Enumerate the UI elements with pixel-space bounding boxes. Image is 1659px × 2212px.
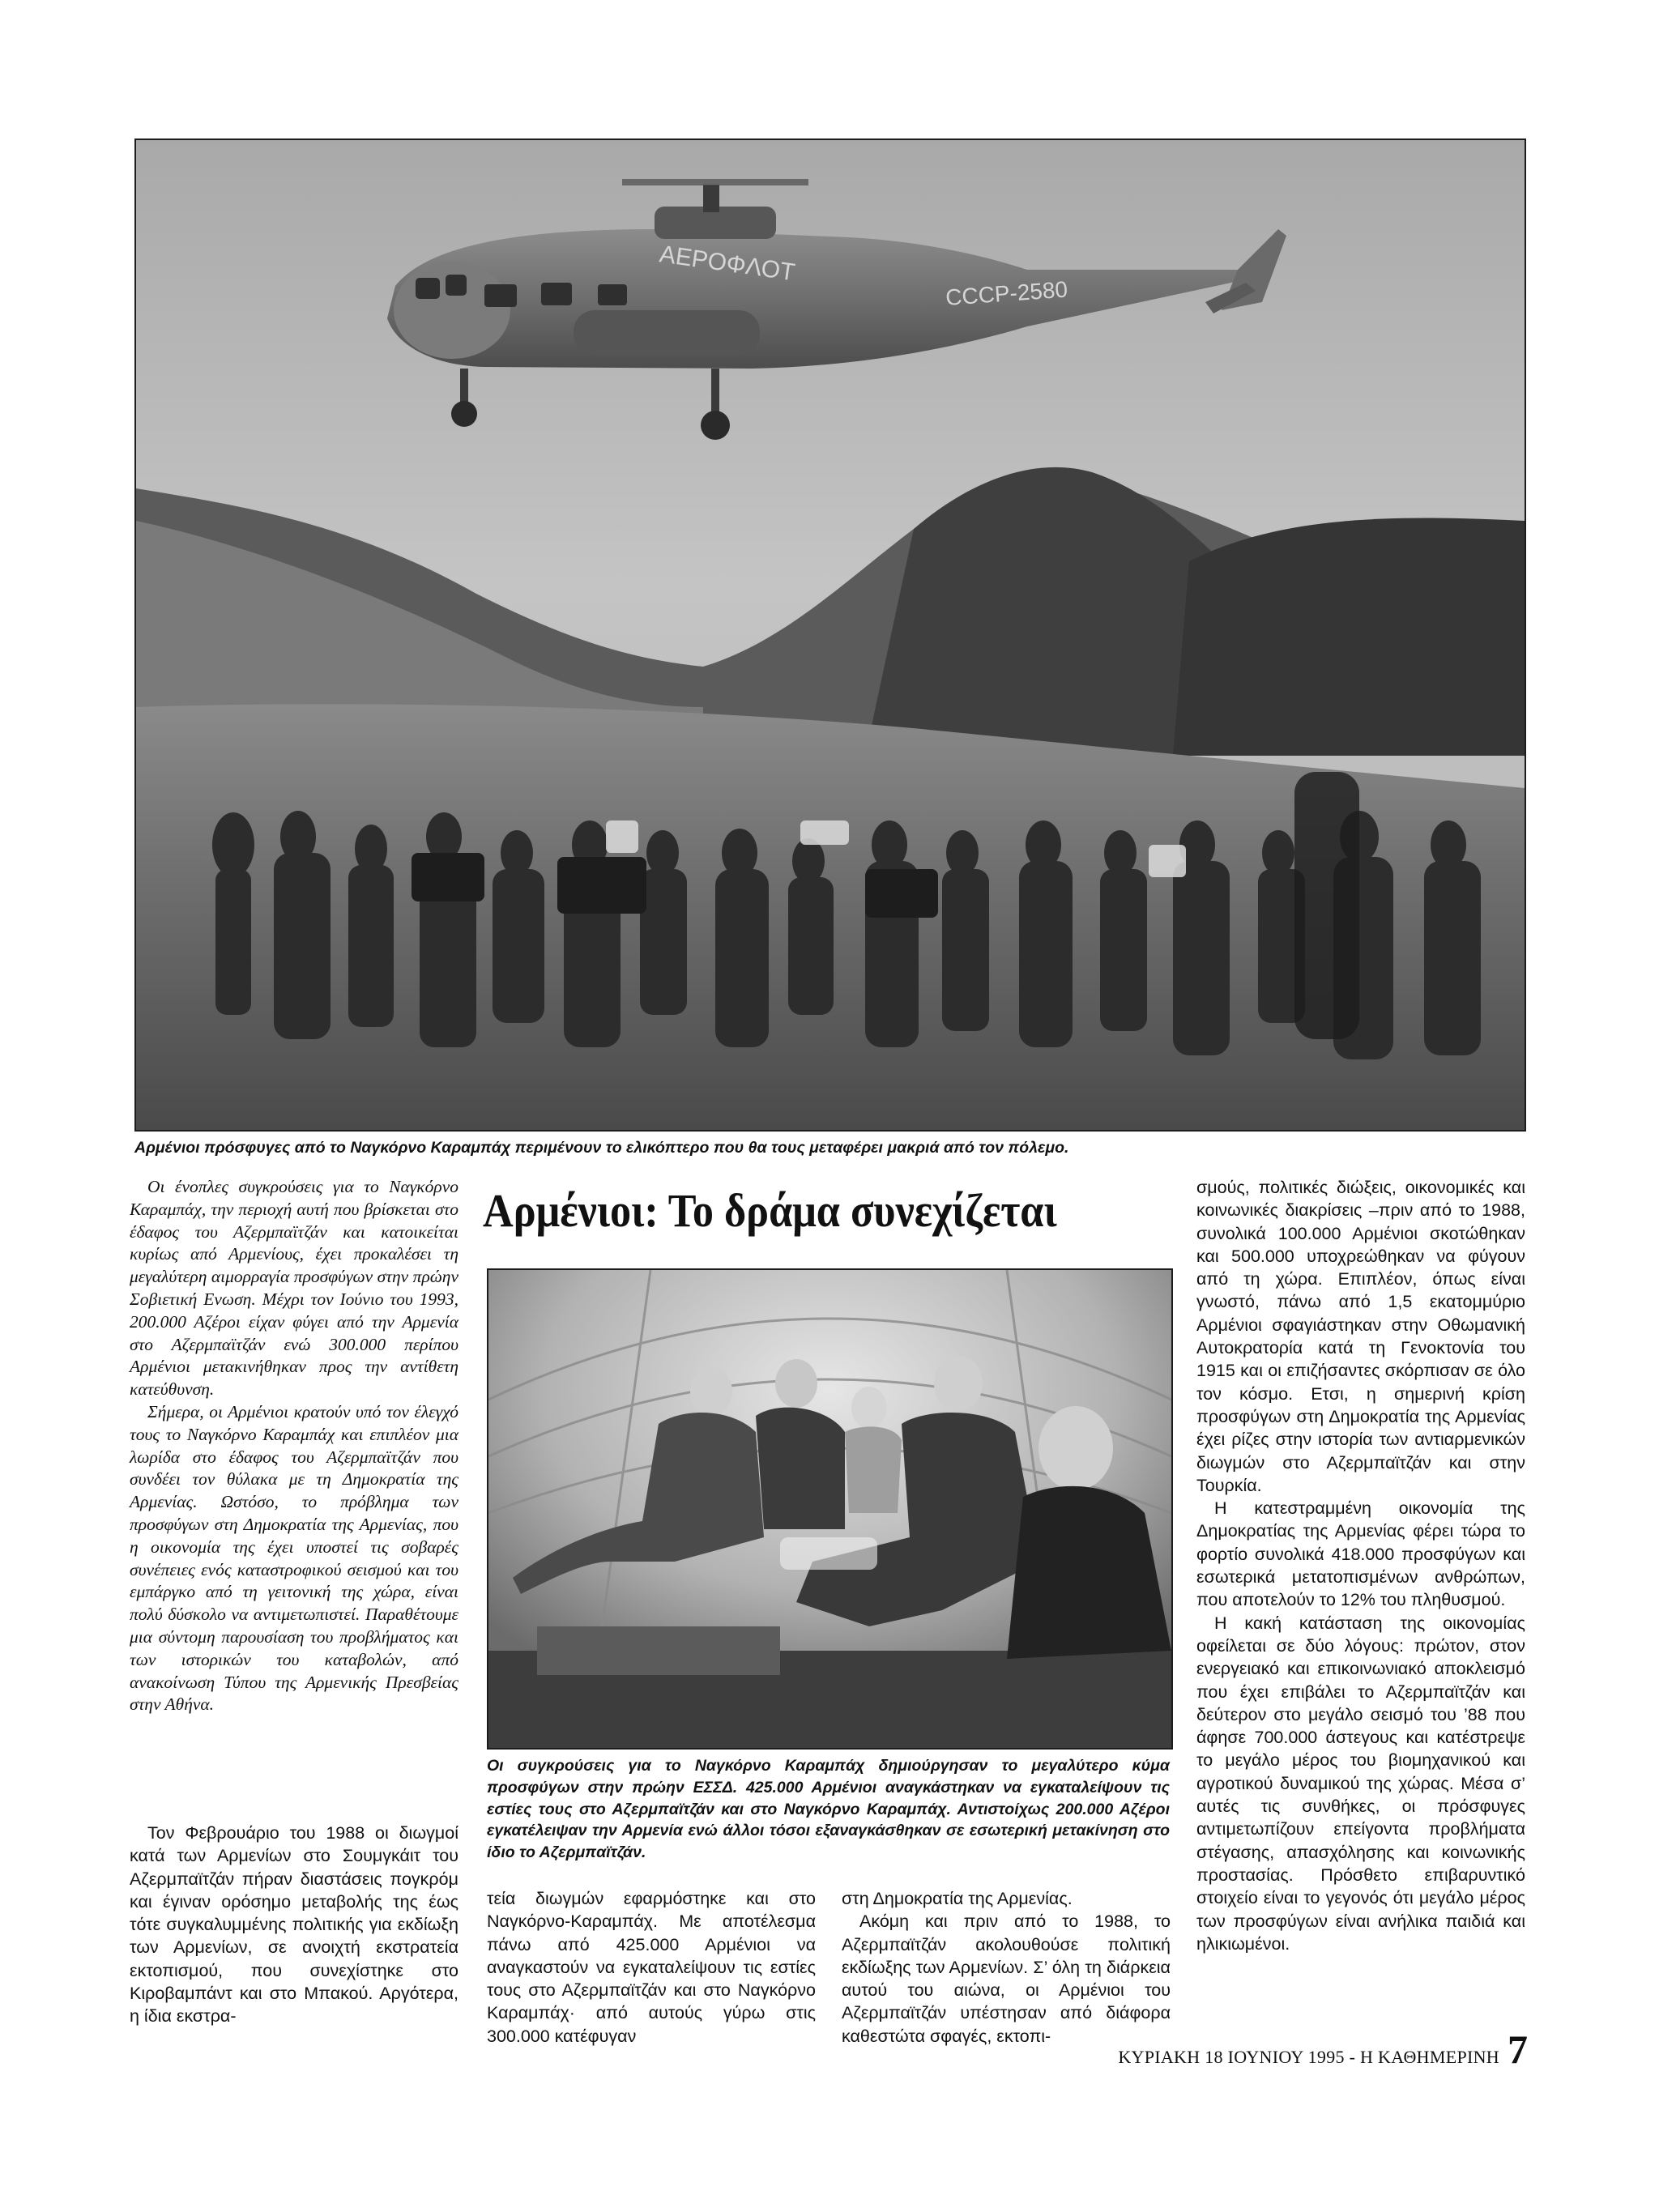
footer-dateline: ΚΥΡΙΑΚΗ 18 ΙΟΥΝΙΟΥ 1995 - Η ΚΑΘΗΜΕΡΙΝΗ: [1118, 2047, 1499, 2067]
article-headline: Αρμένιοι: Το δράμα συνεχίζεται: [483, 1184, 1057, 1237]
helicopter-registration: СССР-2580: [945, 276, 1069, 310]
body-paragraph: τεία διωγμών εφαρμόστηκε και στο Ναγκόρνο-Καραμπάχ. Με αποτέλεσμα πάνω από 425.000 Αρμένιοι να αναγκαστούν να εγκαταλείψουν τις εστίες τους στο Αζερμπαϊτζάν και στο Ναγκόρνο Καραμπάχ· από αυτούς γύρω στις 300.000 κατέφυγαν: [487, 1889, 816, 2046]
body-column-3: [842, 1887, 1171, 2048]
refugee-family-photo: [487, 1268, 1173, 1750]
body-column-4: [1196, 1176, 1525, 1955]
body-paragraph: σμούς, πολιτικές διώξεις, οικονομικές και κοινωνικές διακρίσεις –πριν από το 1988, συνολικά 100.000 Αρμένιοι σκοτώθηκαν και 500.000 υποχρεώθηκαν να φύγουν από τη χώρα. Επιπλέον, όπως είναι γνωστό, πάνω από 1,5 εκατομμύριο Αρμένιοι σφαγιάστηκαν στην Οθωμανική Αυτοκρατορία κατά τη Γενοκτονία του 1915 και οι επιζήσαντες σκόρπισαν σε όλο τον κόσμο. Ετσι, η σημερινή κρίση προσφύγων στη Δημοκρατία της Αρμενίας έχει ρίζες στην ιστορία των αντιαρμενικών διωγμών στο Αζερμπαϊτζάν και στην Τουρκία.: [1196, 1178, 1525, 1495]
top-photo-caption: Αρμένιοι πρόσφυγες από το Ναγκόρνο Καραμπάχ περιμένουν το ελικόπτερο που θα τους μεταφέρει μακριά από τον πόλεμο.: [134, 1139, 1069, 1157]
body-paragraph: στη Δημοκρατία της Αρμενίας.: [842, 1889, 1073, 1908]
helicopter-fuselage-text: ΑΕΡΟΦΛΟΤ: [658, 241, 797, 287]
page-footer: [1118, 2026, 1528, 2073]
intro-paragraph-2: Σήμερα, οι Αρμένιοι κρατούν υπό τον έλεγχό τους το Ναγκόρνο Καραμπάχ και επιπλέον μια λωρίδα στο έδαφος του Αζερμπαϊτζάν που συνδέει τον θύλακα με τη Δημοκρατία της Αρμενίας. Ωστόσο, το πρόβλημα των προσφύγων στη Δημοκρατία της Αρμενίας, που η οικονομία της έχει υποστεί τις σοβαρές συνέπειες ενός καταστροφικού σεισμού και του εμπάργκο από τη γειτονική της χώρα, είναι πολύ δύσκολο να αντιμετωπιστεί. Παραθέτουμε μια σύντομη παρουσίαση του προβλήματος και των ιστορικών του καταβολών, από ανακοίνωση Τύπου της Αρμενικής Πρεσβείας στην Αθήνα.: [130, 1401, 458, 1715]
refugee-family-illustration: [488, 1270, 1171, 1748]
helicopter-evacuation-photo: [134, 139, 1526, 1132]
body-column-2: [487, 1887, 816, 2048]
body-paragraph: Τον Φεβρουάριο του 1988 οι διωγμοί κατά των Αρμενίων στο Σουμγκάιτ του Αζερμπαϊτζάν πήραν διαστάσεις πογκρόμ και έγιναν ορόσημο μεταβολής της έως τότε συγκαλυμμένης πολιτικής για εκδίωξη των Αρμενίων, σε ανοιχτή εκστρατεία εκτοπισμού, που συνεχίστηκε στο Κιροβαμπάντ και στο Μπακού. Αργότερα, η ίδια εκστρα-: [130, 1823, 458, 2027]
body-column-1: [130, 1822, 458, 2028]
body-paragraph: Η κατεστραμμένη οικονομία της Δημοκρατίας της Αρμενίας φέρει τώρα το φορτίο συνολικά 418.000 προσφύγων και εσωτερικά μετατοπισμένων ανθρώπων, που αποτελούν το 12% του πληθυσμού.: [1196, 1498, 1525, 1610]
page-number: 7: [1508, 2027, 1528, 2072]
helicopter-photo-illustration: [136, 140, 1525, 1130]
inset-photo-caption: Οι συγκρούσεις για το Ναγκόρνο Καραμπάχ δημιούργησαν το μεγαλύτερο κύμα προσφύγων στην πρώην ΕΣΣΔ. 425.000 Αρμένιοι αναγκάστηκαν να εγκαταλείψουν τις εστίες τους στο Αζερμπαϊτζάν και στο Ναγκόρνο Καραμπάχ. Αντιστοίχως 200.000 Αζέροι εγκατέλειψαν την Αρμενία ενώ άλλοι τόσοι εξαναγκάσθηκαν σε εσωτερική μετακίνηση στο ίδιο το Αζερμπαϊτζάν.: [487, 1757, 1170, 1862]
body-paragraph: Ακόμη και πριν από το 1988, το Αζερμπαϊτζάν ακολουθούσε πολιτική εκδίωξης των Αρμενίων. Σ’ όλη τη διάρκεια αυτού του αιώνα, οι Αρμένιοι του Αζερμπαϊτζάν υπέστησαν από διάφορα καθεστώτα σφαγές, εκτοπι-: [842, 1912, 1171, 2046]
intro-paragraph-1: Οι ένοπλες συγκρούσεις για το Ναγκόρνο Καραμπάχ, την περιοχή αυτή που βρίσκεται στο έδαφος του Αζερμπαϊτζάν και κατοικείται κυρίως από Αρμενίους, έχει προκαλέσει τη μεγαλύτερη αιμορραγία προσφύγων στην πρώην Σοβιετική Ενωση. Μέχρι τον Ιούνιο του 1993, 200.000 Αζέροι είχαν φύγει από την Αρμενία στο Αζερμπαϊτζάν ενώ 300.000 περίπου Αρμένιοι μετακινήθηκαν προς την αντίθετη κατεύθυνση.: [130, 1177, 458, 1400]
intro-column: [130, 1176, 458, 1716]
body-paragraph: Η κακή κατάσταση της οικονομίας οφείλεται σε δύο λόγους: πρώτον, στον ενεργειακό και επικοινωνιακό αποκλεισμό που έχει επιβάλει το Αζερμπαϊτζάν και δεύτερον στο μεγάλο σεισμό του ’88 που άφησε 700.000 άστεγους και κατέστρεψε το μεγάλο μέρος του βιομηχανικού και αγροτικού δυναμικού της χώρας. Μέσα σ’ αυτές τις συνθήκες, οι πρόσφυγες αντιμετωπίζουν επείγοντα προβλήματα στέγασης, απασχόλησης και κοινωνικής προστασίας. Πρόσθετο επιβαρυντικό στοιχείο είναι το γεγονός ότι μεγάλο μέρος των προσφύγων είναι ανήλικα παιδιά και ηλικιωμένοι.: [1196, 1613, 1525, 1954]
